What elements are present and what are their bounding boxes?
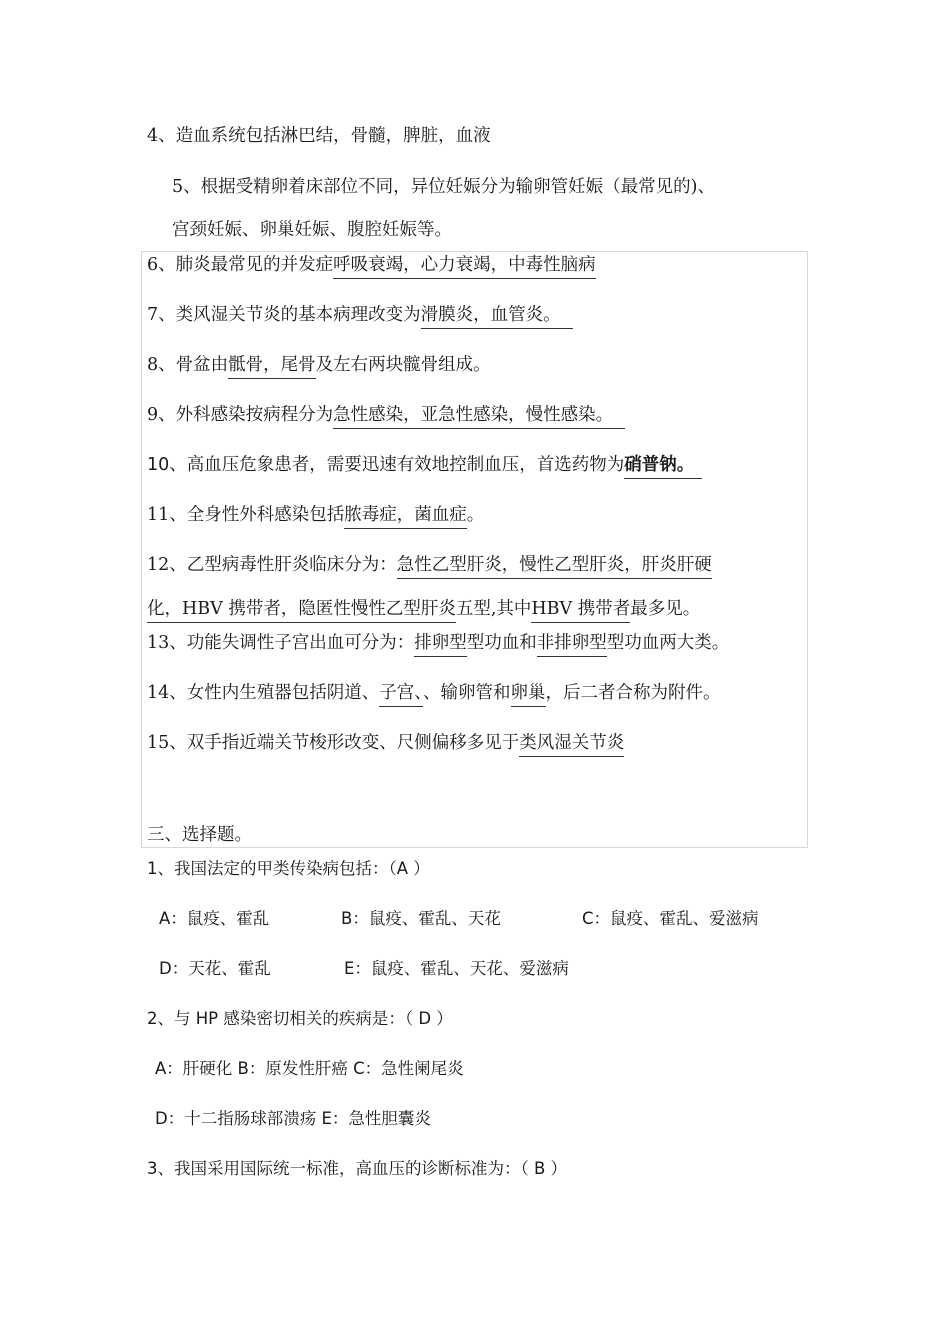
question-12-tail: 最多见。: [630, 599, 701, 619]
choice-question-2: 2、与 HP 感染密切相关的疾病是：（ D ）: [147, 1009, 453, 1028]
question-9-text: 9、外科感染按病程分为: [147, 405, 334, 425]
question-5-line2: 宫颈妊娠、卵巢妊娠、腹腔妊娠等。: [172, 220, 452, 240]
question-14-text: 14、女性内生殖器包括阴道、: [147, 683, 380, 703]
question-13-answer1: 排卵型: [414, 633, 467, 657]
question-6-text: 6、肺炎最常见的并发症: [147, 255, 334, 275]
question-8-answer: 骶骨，尾骨: [228, 355, 316, 379]
choice-question-3: 3、我国采用国际统一标准，高血压的诊断标准为：（ B ）: [147, 1159, 568, 1178]
question-5-line1: 5、根据受精卵着床部位不同，异位妊娠分为输卵管妊娠（最常见的)、: [172, 177, 715, 197]
question-4: 4、造血系统包括淋巴结，骨髓，脾脏，血液: [147, 126, 491, 146]
question-7-answer: 滑膜炎，血管炎。: [421, 305, 573, 329]
question-12-answer: 急性乙型肝炎，慢性乙型肝炎，肝炎肝硬: [397, 555, 712, 579]
question-13-tail: 型功血两大类。: [606, 633, 730, 653]
choice-1-option-c: C：鼠疫、霍乱、爱滋病: [582, 909, 759, 928]
choice-1-option-b: B：鼠疫、霍乱、天花: [341, 909, 501, 928]
question-11-answer: 脓毒症，菌血症: [344, 505, 467, 529]
question-12-mid: 五型,其中: [455, 599, 532, 619]
question-8: [147, 353, 491, 377]
question-13-text: 13、功能失调性子宫出血可分为：: [147, 633, 415, 653]
question-14-answer1: 子宫、: [379, 683, 423, 707]
section-3-title: 三、选择题。: [147, 825, 252, 845]
question-9: [147, 403, 625, 427]
choice-1-option-d: D：天花、霍乱: [159, 959, 271, 978]
question-15: [147, 731, 624, 755]
question-11-text: 11、全身性外科感染包括: [147, 505, 345, 525]
question-12-answer-cont: 化，HBV 携带者，隐匿性慢性乙型肝炎: [147, 599, 456, 623]
question-7-text: 7、类风湿关节炎的基本病理改变为: [147, 305, 421, 325]
question-13-answer2: 非排卵型: [537, 633, 607, 657]
question-13-mid: 型功血和: [466, 633, 537, 653]
choice-1-option-e: E：鼠疫、霍乱、天花、爱滋病: [344, 959, 569, 978]
question-12-answer2: HBV 携带者: [531, 599, 630, 623]
question-8-tail: 及左右两块髋骨组成。: [315, 355, 491, 375]
question-13: [147, 631, 729, 655]
question-12-text: 12、乙型病毒性肝炎临床分为：: [147, 555, 397, 575]
question-14: [147, 681, 721, 705]
question-14-answer2: 卵巢: [511, 683, 546, 707]
question-12-line2: [147, 597, 700, 621]
question-10-answer: 硝普钠。: [624, 455, 702, 479]
question-12-line1: [147, 553, 712, 577]
question-11-tail: 。: [466, 505, 485, 525]
choice-2-options-de: D：十二指肠球部溃疡 E：急性胆囊炎: [155, 1109, 431, 1128]
question-15-answer: 类风湿关节炎: [519, 733, 624, 757]
question-10-text: 10、高血压危象患者，需要迅速有效地控制血压，首选药物为: [147, 455, 625, 475]
choice-1-option-a: A：鼠疫、霍乱: [159, 909, 270, 928]
question-6-answer: 呼吸衰竭，心力衰竭，中毒性脑病: [333, 255, 596, 279]
question-7: [147, 303, 573, 327]
question-15-text: 15、双手指近端关节梭形改变、尺侧偏移多见于: [147, 733, 520, 753]
question-14-tail: ，后二者合称为附件。: [545, 683, 721, 703]
question-8-text: 8、骨盆由: [147, 355, 229, 375]
question-10: [147, 453, 702, 477]
question-9-answer: 急性感染，亚急性感染，慢性感染。: [333, 405, 625, 429]
question-6: [147, 253, 596, 277]
question-14-mid: 、输卵管和: [423, 683, 511, 703]
fill-in-box: [141, 251, 808, 848]
choice-2-options-abc: A：肝硬化 B：原发性肝癌 C：急性阑尾炎: [155, 1059, 464, 1078]
choice-question-1: 1、我国法定的甲类传染病包括：（A ）: [147, 859, 430, 878]
question-11: [147, 503, 484, 527]
